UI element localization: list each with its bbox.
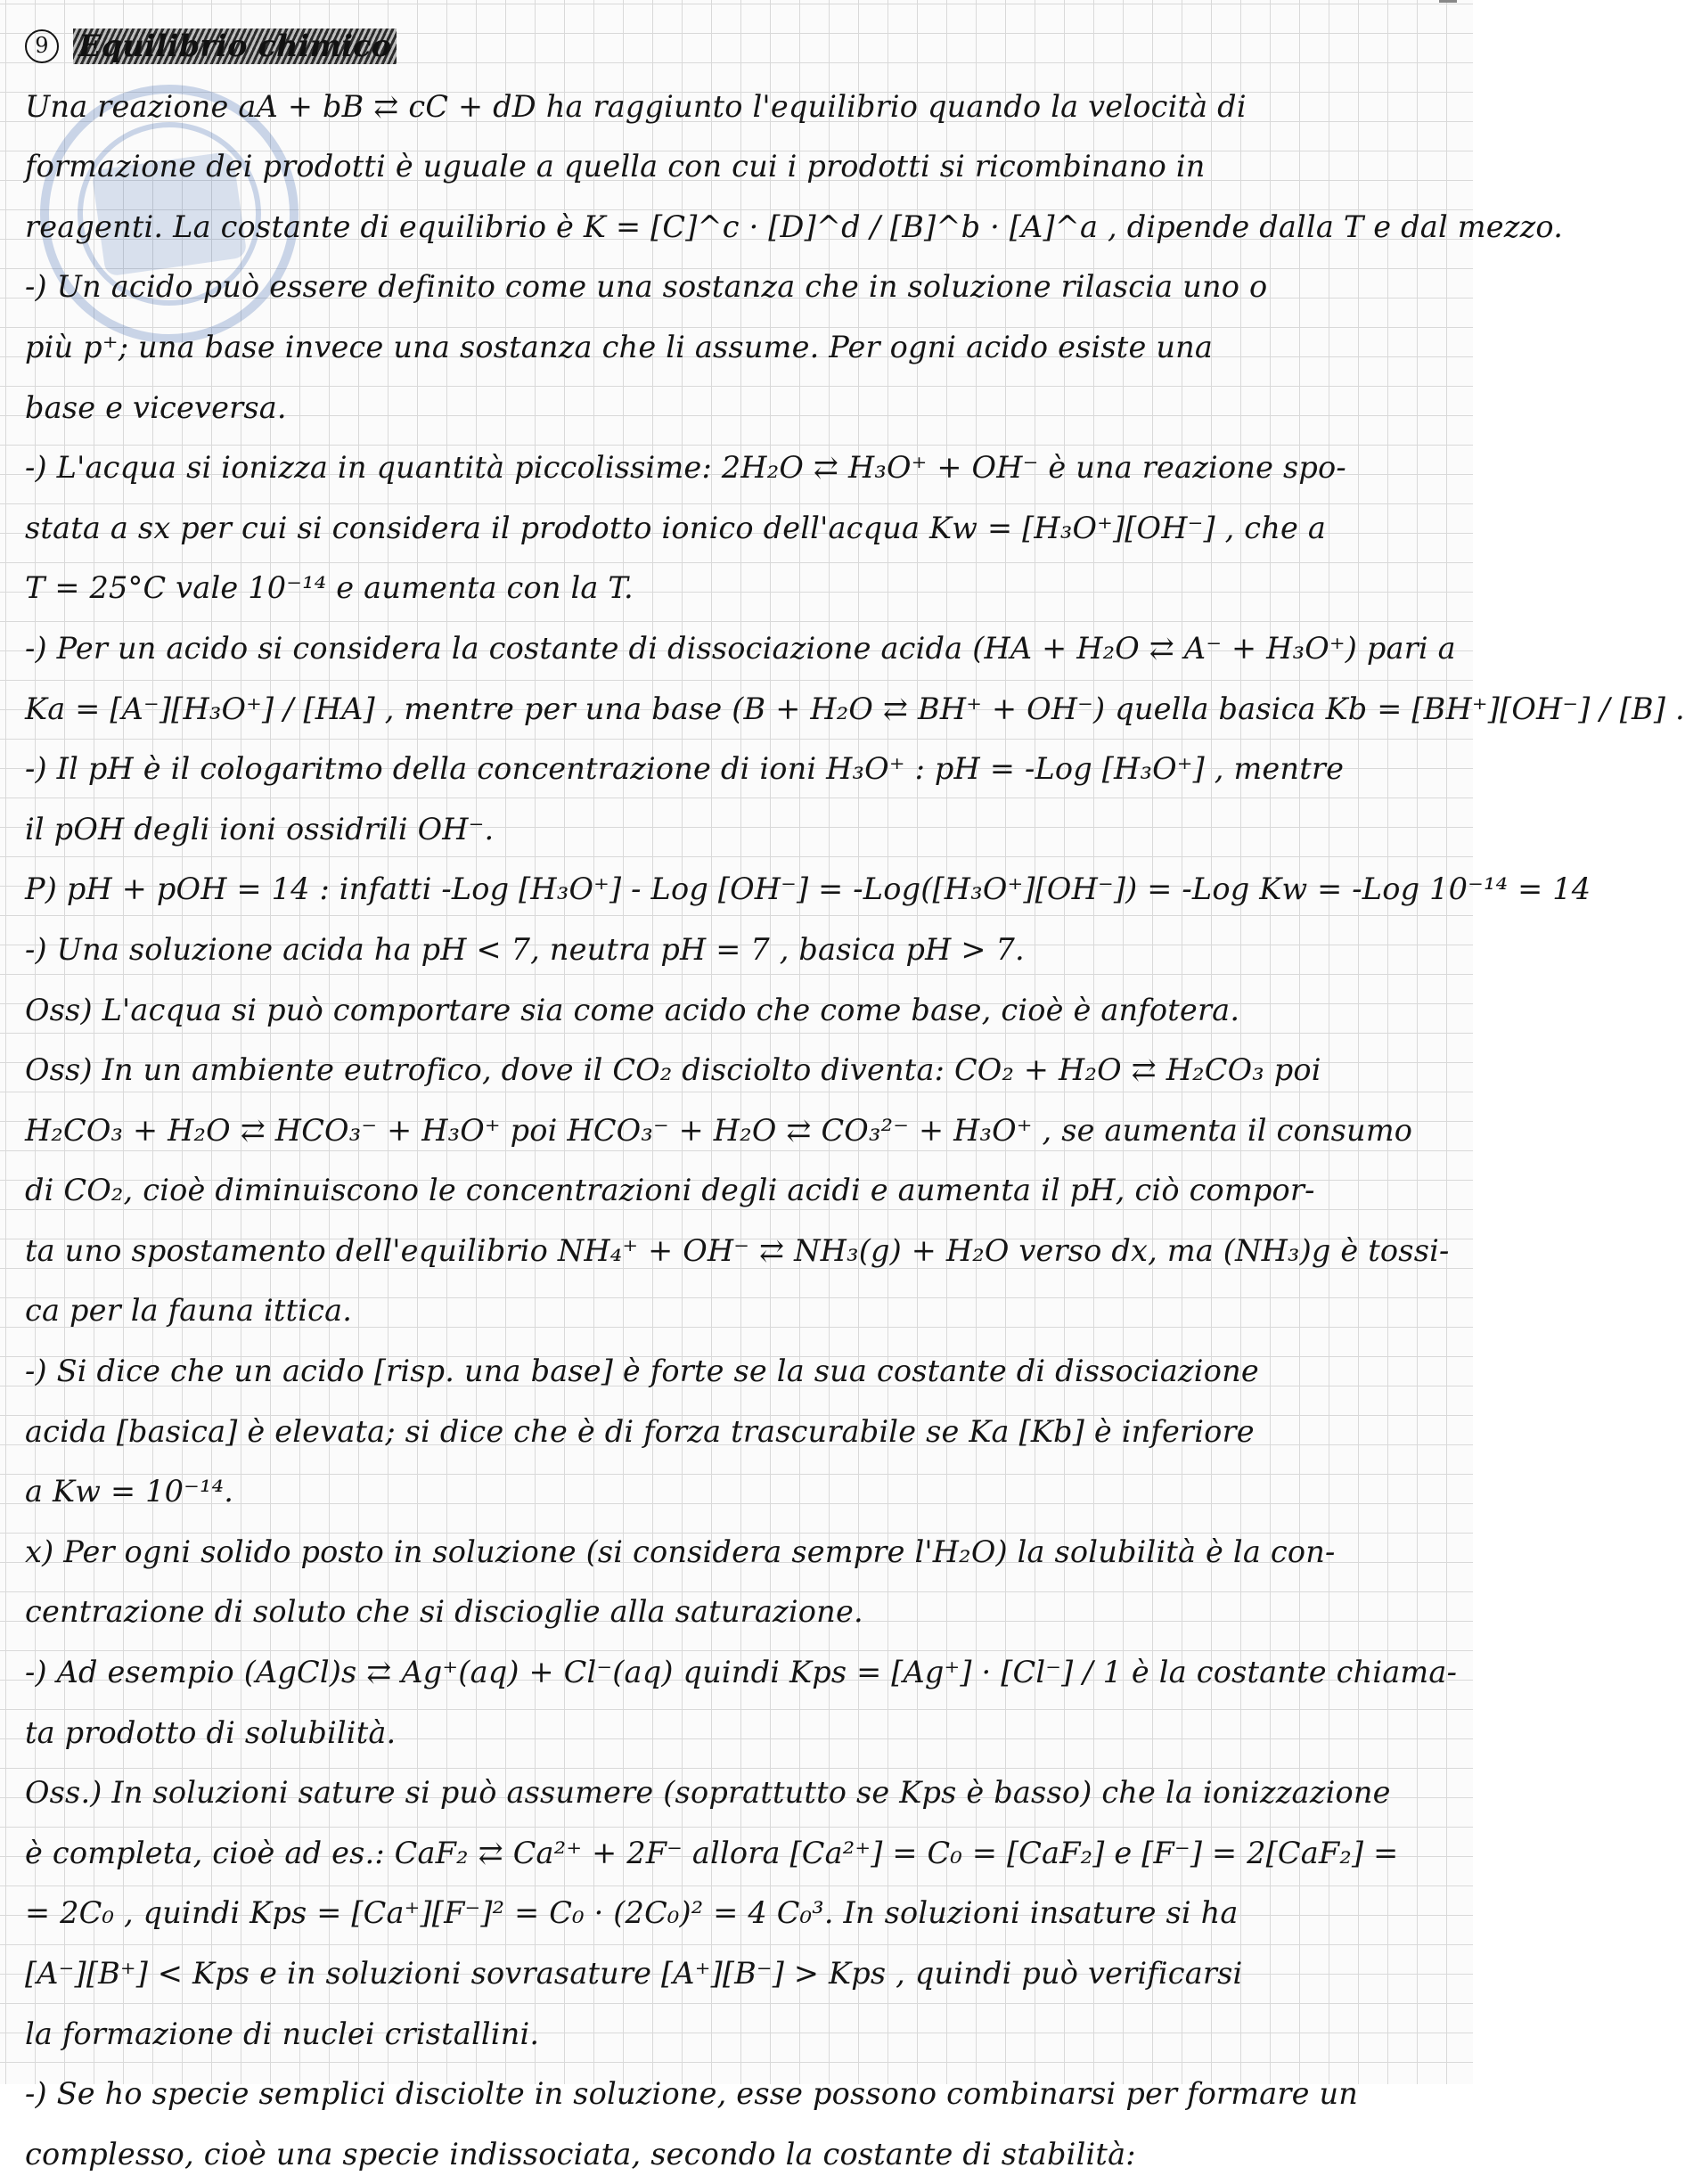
handwritten-notes [25, 16, 1685, 2184]
note-line: -) L'acqua si ionizza in quantità piccolissime: 2H₂O ⇄ H₃O⁺ + OH⁻ è una reazione spo- [25, 450, 1346, 486]
note-line: [A⁻][B⁺] < Kps e in soluzioni sovrasature [A⁺][B⁻] > Kps , quindi può verificarsi [25, 1956, 1243, 1991]
note-line: Oss.) In soluzioni sature si può assumere (soprattutto se Kps è basso) che la ionizzazione [25, 1775, 1391, 1811]
note-line: -) Un acido può essere definito come una sostanza che in soluzione rilascia uno o [25, 269, 1268, 305]
note-line: T = 25°C vale 10⁻¹⁴ e aumenta con la T. [25, 570, 634, 606]
note-line: = 2C₀ , quindi Kps = [Ca⁺][F⁻]² = C₀ · (2C₀)² = 4 C₀³. In soluzioni insature si ha [25, 1895, 1239, 1931]
note-lines [25, 77, 1685, 2184]
note-line: -) Ad esempio (AgCl)s ⇄ Ag⁺(aq) + Cl⁻(aq) quindi Kps = [Ag⁺] · [Cl⁻] / 1 è la costante chiama- [25, 1655, 1458, 1690]
note-line: ta prodotto di solubilità. [25, 1714, 397, 1750]
note-line: la formazione di nuclei cristallini. [25, 2016, 540, 2051]
note-line: complesso, cioè una specie indissociata, secondo la costante di stabilità: [25, 2136, 1136, 2172]
note-line: Una reazione aA + bB ⇄ cC + dD ha raggiunto l'equilibrio quando la velocità di [25, 88, 1247, 124]
note-line: P) pH + pOH = 14 : infatti -Log [H₃O⁺] - Log [OH⁻] = -Log([H₃O⁺][OH⁻]) = -Log Kw = -Log 10⁻¹⁴ = 14 [25, 871, 1591, 907]
note-line: ta uno spostamento dell'equilibrio NH₄⁺ + OH⁻ ⇄ NH₃(g) + H₂O verso dx, ma (NH₃)g è tossi- [25, 1232, 1450, 1268]
note-line: a Kw = 10⁻¹⁴. [25, 1474, 234, 1509]
note-line: il pOH degli ioni ossidrili OH⁻. [25, 811, 495, 847]
note-line: x) Per ogni solido posto in soluzione (si considera sempre l'H₂O) la solubilità è la con- [25, 1534, 1336, 1569]
note-line: Oss) L'acqua si può comportare sia come acido che come base, cioè è anfotera. [25, 992, 1240, 1027]
note-line: ca per la fauna ittica. [25, 1293, 353, 1329]
note-line: Oss) In un ambiente eutrofico, dove il CO₂ disciolto diventa: CO₂ + H₂O ⇄ H₂CO₃ poi [25, 1052, 1321, 1088]
note-line: è completa, cioè ad es.: CaF₂ ⇄ Ca²⁺ + 2F⁻ allora [Ca²⁺] = C₀ = [CaF₂] e [F⁻] = 2[CaF₂] = [25, 1835, 1399, 1870]
note-line: -) Il pH è il cologaritmo della concentrazione di ioni H₃O⁺ : pH = -Log [H₃O⁺] , mentre [25, 751, 1345, 787]
note-line: centrazione di soluto che si discioglie alla saturazione. [25, 1594, 863, 1630]
note-line: di CO₂, cioè diminuiscono le concentrazioni degli acidi e aumenta il pH, ciò compor- [25, 1173, 1315, 1208]
note-line: formazione dei prodotti è uguale a quella con cui i prodotti si ricombinano in [25, 149, 1206, 184]
section-title: Equilibrio chimico [73, 29, 397, 64]
note-line: -) Se ho specie semplici disciolte in soluzione, esse possono combinarsi per formare un [25, 2076, 1359, 2112]
note-line: stata a sx per cui si considera il prodotto ionico dell'acqua Kw = [H₃O⁺][OH⁻] , che a [25, 510, 1327, 545]
note-line: H₂CO₃ + H₂O ⇄ HCO₃⁻ + H₃O⁺ poi HCO₃⁻ + H₂O ⇄ CO₃²⁻ + H₃O⁺ , se aumenta il consumo [25, 1112, 1413, 1148]
note-line: acida [basica] è elevata; si dice che è di forza trascurabile se Ka [Kb] è inferiore [25, 1413, 1255, 1449]
note-line: base e viceversa. [25, 389, 287, 425]
note-line: -) Una soluzione acida ha pH < 7, neutra pH = 7 , basica pH > 7. [25, 931, 1025, 967]
note-line: più p⁺; una base invece una sostanza che li assume. Per ogni acido esiste una [25, 329, 1214, 364]
note-line: -) Per un acido si considera la costante di dissociazione acida (HA + H₂O ⇄ A⁻ + H₃O⁺) pari a [25, 630, 1456, 666]
section-heading [25, 16, 1451, 77]
note-line: -) Si dice che un acido [risp. una base] è forte se la sua costante di dissociazione [25, 1354, 1259, 1389]
note-line: Ka = [A⁻][H₃O⁺] / [HA] , mentre per una base (B + H₂O ⇄ BH⁺ + OH⁻) quella basica Kb = [BH⁺][OH⁻] / [B] . [25, 691, 1685, 726]
note-line: reagenti. La costante di equilibrio è K = [C]^c · [D]^d / [B]^b · [A]^a , dipende dalla T e dal mezzo. [25, 209, 1564, 244]
corner-mark [1439, 0, 1457, 3]
section-number: 9 [25, 29, 59, 63]
